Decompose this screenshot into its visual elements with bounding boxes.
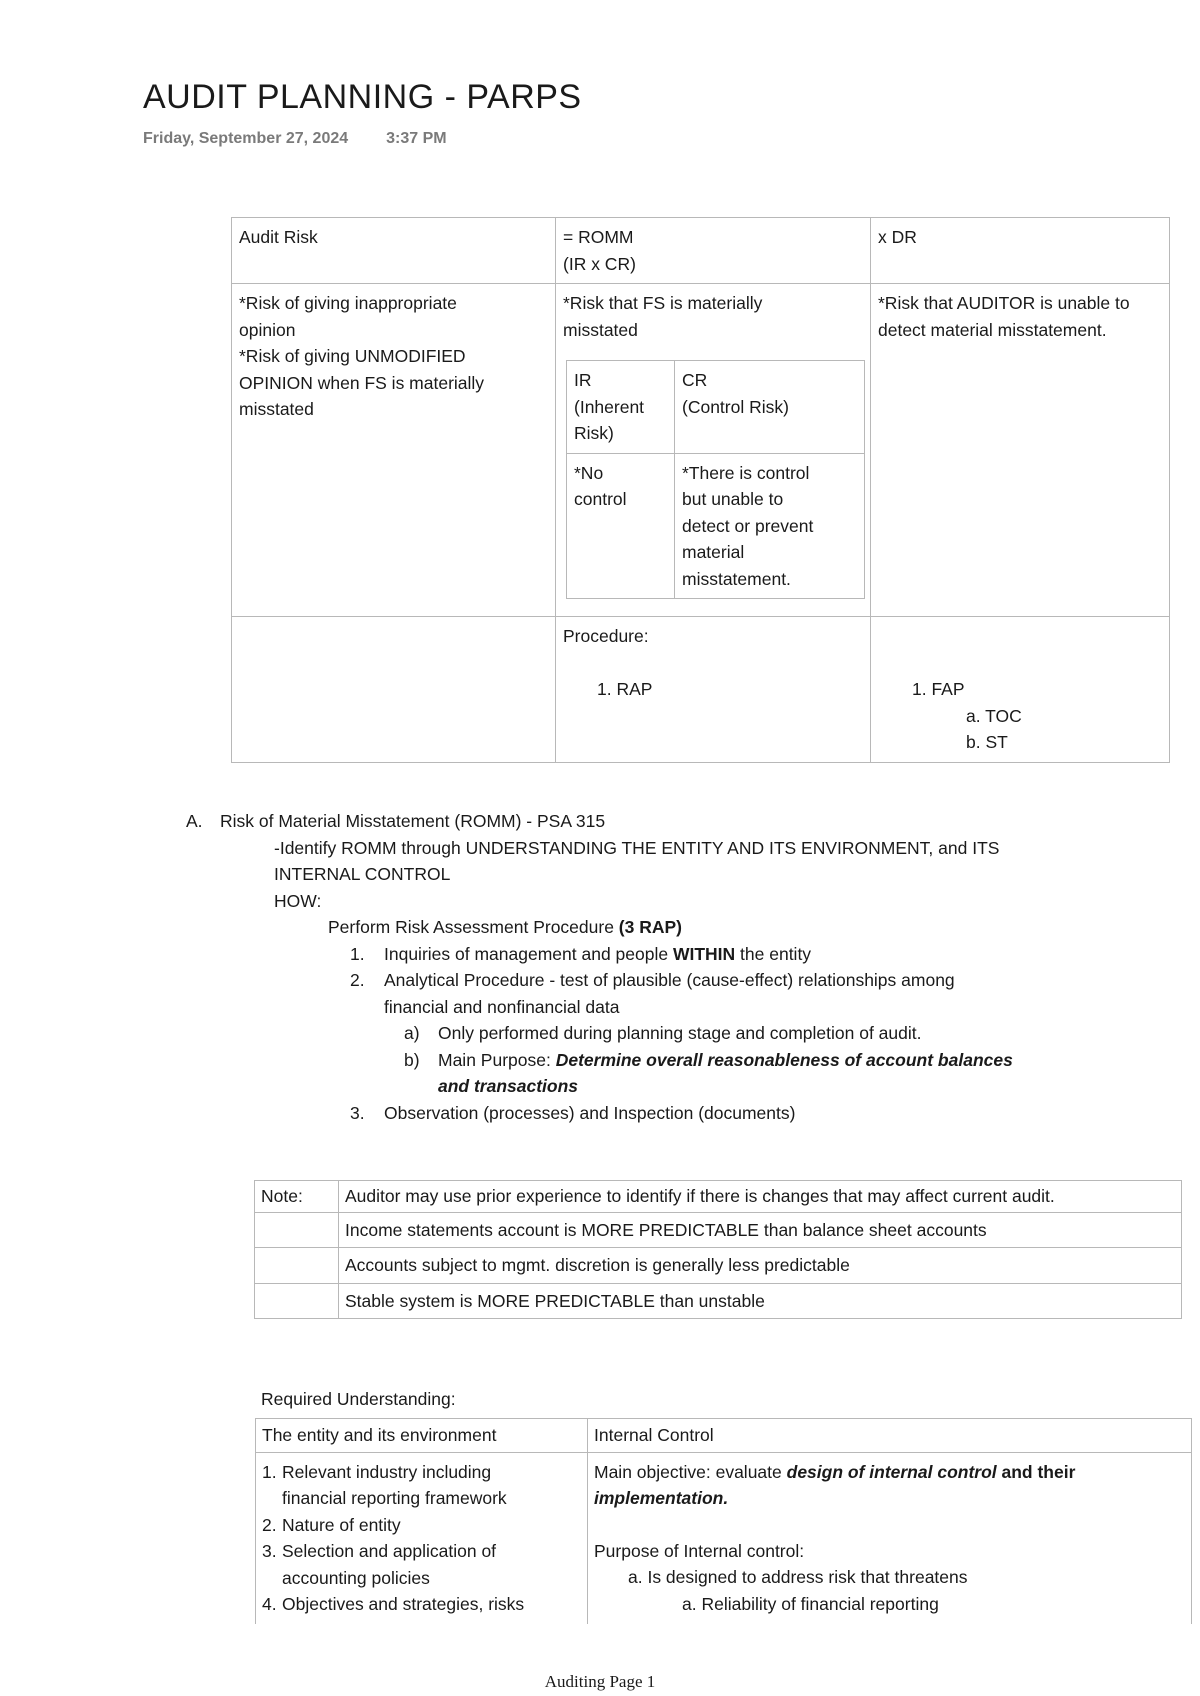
note-row: Income statements account is MORE PREDICTABLE than balance sheet accounts	[339, 1212, 1182, 1248]
ic-purpose-a: a. Is designed to address risk that threatens	[628, 1567, 968, 1587]
note-label-cell	[255, 1212, 339, 1248]
romm-description	[556, 284, 871, 617]
page-footer: Auditing Page 1	[544, 1672, 656, 1691]
item-text: the entity	[735, 943, 812, 964]
entity-list-cell	[256, 1452, 588, 1624]
header-audit-risk-text: Audit Risk	[239, 227, 318, 247]
fap-sub-b: b. ST	[966, 732, 1008, 752]
fap-cell	[871, 617, 1170, 763]
ic-purpose-label: Purpose of Internal control:	[594, 1540, 805, 1561]
page-title: AUDIT PLANNING - PARPS	[143, 78, 582, 116]
procedure-label: Procedure:	[563, 626, 649, 646]
header-dr-text: x DR	[878, 227, 917, 247]
rap-item-2	[186, 967, 1146, 994]
sub-number: b)	[404, 1049, 420, 1070]
ir-line: Risk)	[574, 423, 614, 443]
cr-description	[675, 453, 865, 599]
note-label-cell	[255, 1283, 339, 1319]
entity-text: Nature of entity	[282, 1514, 401, 1535]
entity-item-cont: accounting policies	[282, 1567, 430, 1588]
section-a-line1: -Identify ROMM through UNDERSTANDING THE ENTITY AND ITS ENVIRONMENT, and ITS	[274, 837, 1000, 858]
section-a-how: HOW:	[274, 890, 322, 911]
item-text: Analytical Procedure - test of plausible (cause-effect) relationships among	[384, 970, 955, 990]
internal-control-cell	[588, 1452, 1192, 1624]
section-a-marker: A.	[186, 811, 203, 831]
note-label: Note:	[261, 1186, 303, 1206]
ic-objective-bold-italic: design of internal control	[786, 1461, 997, 1482]
rap-item: 1. RAP	[597, 678, 653, 699]
fap-item: 1. FAP	[912, 679, 965, 699]
note-label-cell	[255, 1181, 339, 1213]
section-a	[186, 808, 1146, 1126]
ir-description	[567, 453, 675, 599]
item-number: 2.	[350, 970, 365, 990]
perform-rap-text: Perform Risk Assessment Procedure	[328, 917, 619, 937]
entity-item	[262, 1591, 581, 1618]
procedure-cell	[556, 617, 871, 763]
entity-item-cont: financial reporting framework	[282, 1488, 507, 1508]
ic-objective-text: Main objective: evaluate	[594, 1461, 787, 1482]
entity-text: Relevant industry including	[282, 1461, 492, 1482]
note-row: Accounts subject to mgmt. discretion is generally less predictable	[339, 1248, 1182, 1284]
cr-desc-line: misstatement.	[682, 568, 791, 589]
perform-rap-line	[186, 914, 1146, 941]
desc-line: *Risk of giving UNMODIFIED	[239, 346, 466, 366]
section-a-line2: INTERNAL CONTROL	[274, 864, 451, 884]
desc-line: *Risk that AUDITOR is unable to	[878, 293, 1130, 313]
required-label: Required Understanding:	[261, 1389, 456, 1409]
note-table	[254, 1180, 1182, 1319]
col-head-entity: The entity and its environment	[256, 1419, 588, 1453]
ir-desc-line: control	[574, 489, 627, 509]
sub-number: a)	[404, 1023, 420, 1043]
desc-line: *Risk of giving inappropriate	[239, 293, 457, 313]
sub-bold-italic: Determine overall reasonableness of account balances	[555, 1049, 1013, 1070]
sub-text: Main Purpose:	[438, 1049, 556, 1070]
sub-text: Only performed during planning stage and completion of audit.	[438, 1023, 922, 1043]
item-bold: WITHIN	[672, 943, 736, 964]
required-understanding-table	[255, 1418, 1192, 1624]
header-dr	[871, 218, 1170, 284]
cr-desc-line: but unable to	[682, 489, 784, 509]
perform-rap-bold: (3 RAP)	[618, 917, 682, 937]
header-audit-risk	[232, 218, 556, 284]
desc-line: OPINION when FS is materially	[239, 372, 485, 393]
cr-desc-line: *There is control	[682, 462, 810, 483]
ir-desc-line: *No	[574, 462, 604, 483]
ic-objective-bold: and their	[996, 1461, 1076, 1482]
audit-risk-description	[232, 284, 556, 617]
ic-objective	[594, 1459, 1185, 1486]
section-a-heading: Risk of Material Misstatement (ROMM) - PSA 315	[220, 811, 606, 831]
cr-desc-line: material	[682, 542, 745, 562]
cr-line: CR	[682, 370, 708, 390]
ir-cr-table	[566, 360, 865, 599]
entity-item	[262, 1538, 581, 1565]
note-label-cell	[255, 1248, 339, 1284]
ic-purpose-a-sub: a. Reliability of financial reporting	[682, 1593, 939, 1614]
dr-description	[871, 284, 1170, 617]
page-date: Friday, September 27, 2024	[143, 130, 349, 147]
sub-bold-italic: and transactions	[438, 1076, 579, 1096]
fap-sub-a: a. TOC	[966, 705, 1022, 726]
empty-cell	[232, 617, 556, 763]
audit-risk-table	[231, 217, 1170, 763]
section-a-heading-row	[186, 808, 1146, 835]
item-text: Inquiries of management and people	[384, 943, 673, 964]
page-dateline	[143, 130, 447, 148]
item-text: Observation (processes) and Inspection (documents)	[384, 1102, 796, 1123]
desc-line: misstated	[239, 399, 314, 419]
cr-line: (Control Risk)	[682, 396, 789, 417]
entity-item	[262, 1512, 581, 1539]
desc-line: *Risk that FS is materially	[563, 293, 763, 313]
cr-header	[675, 361, 865, 454]
cr-desc-line: detect or prevent	[682, 515, 814, 536]
rap-item-3	[186, 1100, 1146, 1127]
entity-item	[262, 1459, 581, 1486]
rap-item-2b	[186, 1047, 1146, 1074]
note-row: Auditor may use prior experience to identify if there is changes that may affect current audit.	[339, 1181, 1182, 1213]
rap-item-2a	[186, 1020, 1146, 1047]
entity-num: 3.	[262, 1541, 277, 1561]
header-romm	[556, 218, 871, 284]
rap-item-2-cont: financial and nonfinancial data	[384, 996, 620, 1017]
entity-text: Objectives and strategies, risks	[282, 1594, 525, 1614]
entity-num: 4.	[262, 1594, 277, 1614]
col-head-internal-control: Internal Control	[588, 1419, 1192, 1453]
header-romm-line2: (IR x CR)	[563, 253, 636, 274]
desc-line: misstated	[563, 319, 638, 340]
ir-line: (Inherent	[574, 396, 645, 417]
rap-item-1	[186, 941, 1146, 968]
entity-num: 2.	[262, 1514, 277, 1535]
entity-num: 1.	[262, 1461, 277, 1482]
note-row: Stable system is MORE PREDICTABLE than unstable	[339, 1283, 1182, 1319]
item-number: 1.	[350, 943, 365, 964]
ir-header	[567, 361, 675, 454]
desc-line: opinion	[239, 319, 296, 340]
rap-item-2b-cont	[186, 1073, 1146, 1100]
ic-objective-cont	[594, 1485, 1185, 1512]
entity-text: Selection and application of	[282, 1541, 497, 1561]
ir-line: IR	[574, 370, 592, 390]
desc-line: detect material misstatement.	[878, 319, 1107, 340]
ic-objective-bold-italic: implementation.	[594, 1488, 729, 1508]
page-time: 3:37 PM	[386, 130, 447, 147]
item-number: 3.	[350, 1102, 365, 1123]
header-romm-line1: = ROMM	[563, 227, 634, 247]
